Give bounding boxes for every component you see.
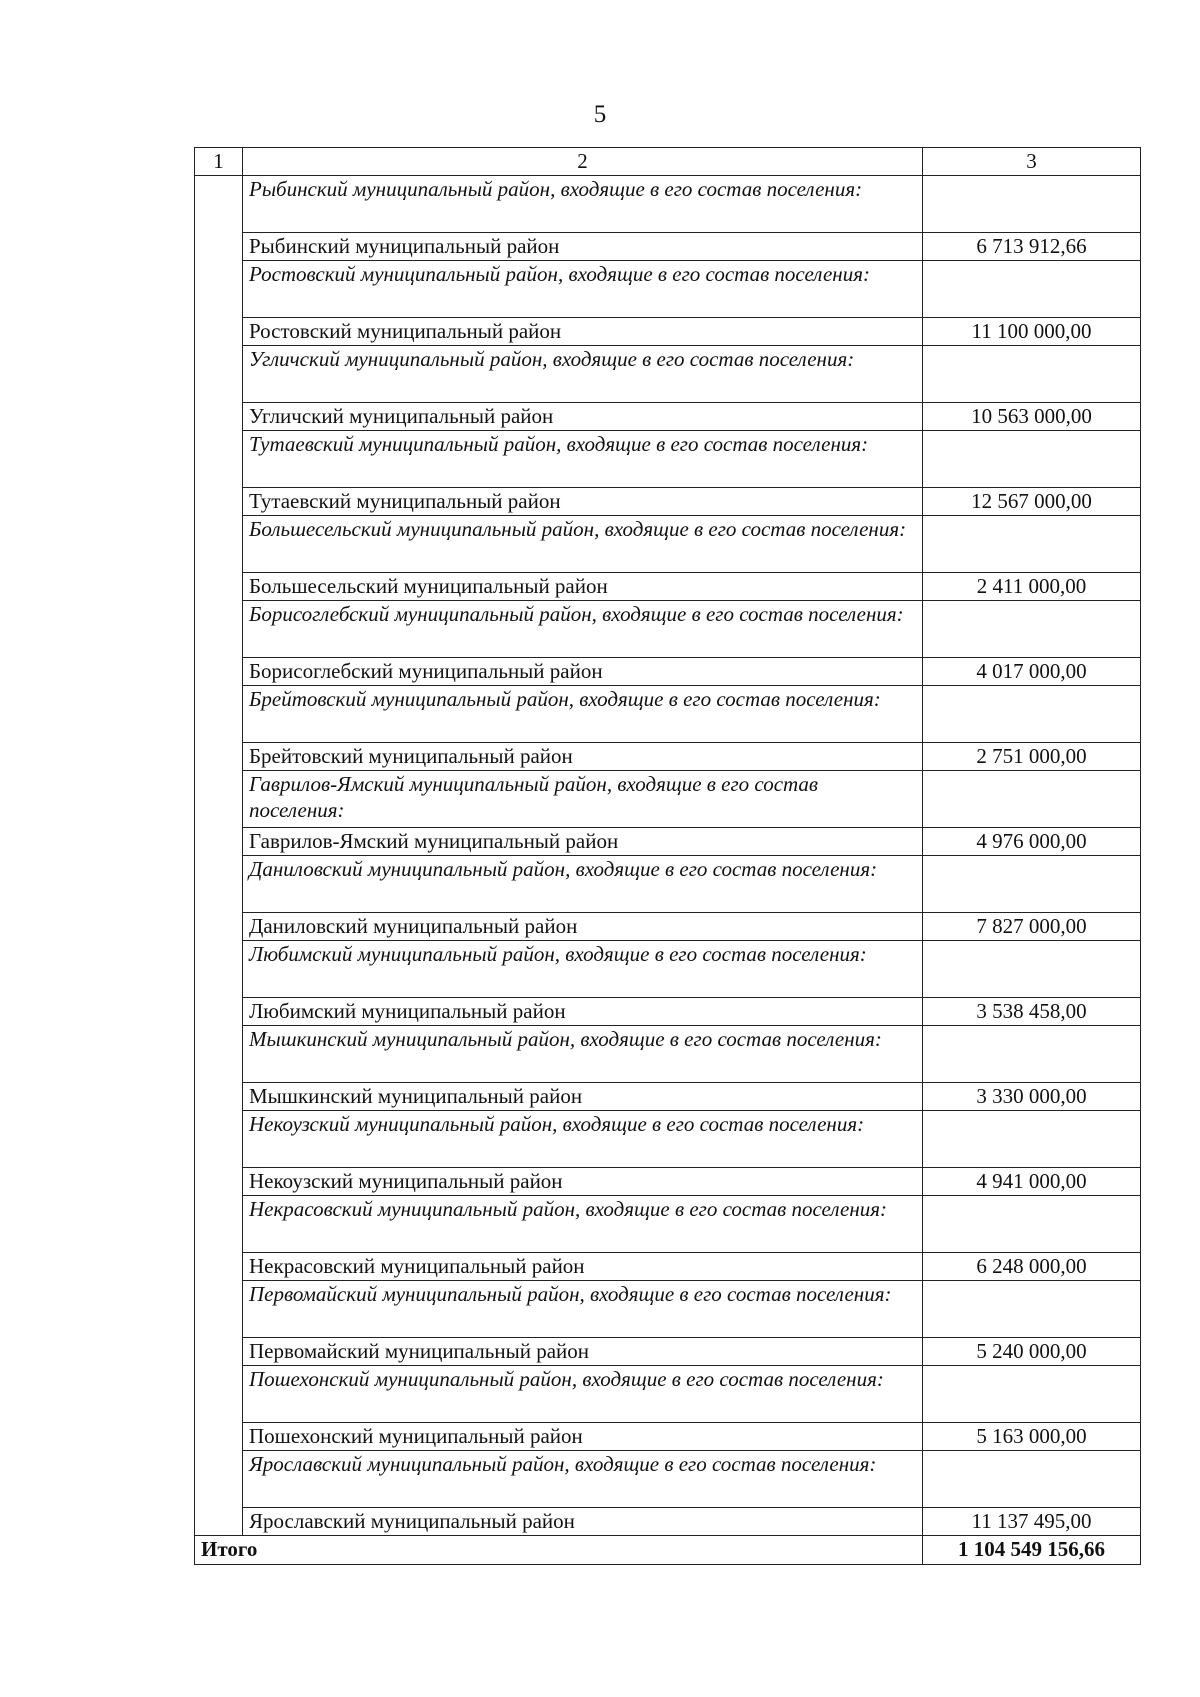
district-amount: 5 163 000,00 bbox=[923, 1423, 1141, 1451]
allocation-table bbox=[194, 147, 1141, 1565]
group-label: Пошехонский муниципальный район, входящие в его состав поселения: bbox=[243, 1366, 923, 1423]
table-row bbox=[195, 828, 1141, 856]
total-amount: 1 104 549 156,66 bbox=[923, 1536, 1141, 1565]
district-name: Даниловский муниципальный район bbox=[243, 913, 923, 941]
group-amount-cell bbox=[923, 941, 1141, 998]
district-amount: 4 976 000,00 bbox=[923, 828, 1141, 856]
group-label: Большесельский муниципальный район, входящие в его состав поселения: bbox=[243, 516, 923, 573]
group-amount-cell bbox=[923, 1281, 1141, 1338]
table-group-row bbox=[195, 856, 1141, 913]
table-row bbox=[195, 488, 1141, 516]
table-group-row bbox=[195, 1281, 1141, 1338]
district-amount: 10 563 000,00 bbox=[923, 403, 1141, 431]
index-cell bbox=[195, 176, 243, 1536]
district-amount: 3 330 000,00 bbox=[923, 1083, 1141, 1111]
column-header-2: 2 bbox=[243, 148, 923, 176]
group-label: Ярославский муниципальный район, входящие в его состав поселения: bbox=[243, 1451, 923, 1508]
district-amount: 12 567 000,00 bbox=[923, 488, 1141, 516]
table-group-row bbox=[195, 261, 1141, 318]
group-amount-cell bbox=[923, 1366, 1141, 1423]
group-label: Угличский муниципальный район, входящие в его состав поселения: bbox=[243, 346, 923, 403]
district-amount: 2 411 000,00 bbox=[923, 573, 1141, 601]
district-amount: 11 137 495,00 bbox=[923, 1508, 1141, 1536]
district-amount: 4 941 000,00 bbox=[923, 1168, 1141, 1196]
group-amount-cell bbox=[923, 1026, 1141, 1083]
district-name: Пошехонский муниципальный район bbox=[243, 1423, 923, 1451]
district-name: Борисоглебский муниципальный район bbox=[243, 658, 923, 686]
table-row bbox=[195, 658, 1141, 686]
group-amount-cell bbox=[923, 1111, 1141, 1168]
district-name: Некрасовский муниципальный район bbox=[243, 1253, 923, 1281]
table-group-row bbox=[195, 1196, 1141, 1253]
table-row bbox=[195, 1083, 1141, 1111]
group-label: Брейтовский муниципальный район, входящие в его состав поселения: bbox=[243, 686, 923, 743]
district-name: Гаврилов-Ямский муниципальный район bbox=[243, 828, 923, 856]
table-row bbox=[195, 743, 1141, 771]
total-row bbox=[195, 1536, 1141, 1565]
group-label: Даниловский муниципальный район, входящие в его состав поселения: bbox=[243, 856, 923, 913]
district-amount: 6 248 000,00 bbox=[923, 1253, 1141, 1281]
district-name: Брейтовский муниципальный район bbox=[243, 743, 923, 771]
group-label: Некоузский муниципальный район, входящие в его состав поселения: bbox=[243, 1111, 923, 1168]
table-row bbox=[195, 1423, 1141, 1451]
table-header-row bbox=[195, 148, 1141, 176]
district-name: Первомайский муниципальный район bbox=[243, 1338, 923, 1366]
group-label: Первомайский муниципальный район, входящие в его состав поселения: bbox=[243, 1281, 923, 1338]
group-amount-cell bbox=[923, 1451, 1141, 1508]
table-row bbox=[195, 403, 1141, 431]
total-label: Итого bbox=[195, 1536, 923, 1565]
district-name: Любимский муниципальный район bbox=[243, 998, 923, 1026]
district-amount: 4 017 000,00 bbox=[923, 658, 1141, 686]
group-amount-cell bbox=[923, 176, 1141, 233]
group-amount-cell bbox=[923, 261, 1141, 318]
group-label: Гаврилов-Ямский муниципальный район, входящие в его состав поселения: bbox=[243, 771, 923, 828]
table-row bbox=[195, 573, 1141, 601]
table-group-row bbox=[195, 686, 1141, 743]
group-amount-cell bbox=[923, 1196, 1141, 1253]
table-group-row bbox=[195, 176, 1141, 233]
column-header-3: 3 bbox=[923, 148, 1141, 176]
district-name: Большесельский муниципальный район bbox=[243, 573, 923, 601]
table-group-row bbox=[195, 431, 1141, 488]
table-group-row bbox=[195, 1451, 1141, 1508]
district-name: Мышкинский муниципальный район bbox=[243, 1083, 923, 1111]
table-row bbox=[195, 998, 1141, 1026]
table-group-row bbox=[195, 516, 1141, 573]
page-number: 5 bbox=[593, 101, 607, 128]
group-amount-cell bbox=[923, 601, 1141, 658]
table-row bbox=[195, 1253, 1141, 1281]
table-row bbox=[195, 1168, 1141, 1196]
table-row bbox=[195, 1508, 1141, 1536]
group-amount-cell bbox=[923, 856, 1141, 913]
district-amount: 2 751 000,00 bbox=[923, 743, 1141, 771]
group-amount-cell bbox=[923, 686, 1141, 743]
group-label: Тутаевский муниципальный район, входящие в его состав поселения: bbox=[243, 431, 923, 488]
group-amount-cell bbox=[923, 516, 1141, 573]
table-row bbox=[195, 233, 1141, 261]
district-name: Некоузский муниципальный район bbox=[243, 1168, 923, 1196]
district-amount: 5 240 000,00 bbox=[923, 1338, 1141, 1366]
table-row bbox=[195, 318, 1141, 346]
group-label: Рыбинский муниципальный район, входящие в его состав поселения: bbox=[243, 176, 923, 233]
table-row bbox=[195, 1338, 1141, 1366]
table-group-row bbox=[195, 941, 1141, 998]
table-group-row bbox=[195, 1111, 1141, 1168]
district-name: Ярославский муниципальный район bbox=[243, 1508, 923, 1536]
table-row bbox=[195, 913, 1141, 941]
group-label: Борисоглебский муниципальный район, входящие в его состав поселения: bbox=[243, 601, 923, 658]
district-name: Ростовский муниципальный район bbox=[243, 318, 923, 346]
table-group-row bbox=[195, 771, 1141, 828]
column-header-1: 1 bbox=[195, 148, 243, 176]
group-label: Ростовский муниципальный район, входящие в его состав поселения: bbox=[243, 261, 923, 318]
table-group-row bbox=[195, 601, 1141, 658]
district-name: Тутаевский муниципальный район bbox=[243, 488, 923, 516]
table-group-row bbox=[195, 1366, 1141, 1423]
group-label: Мышкинский муниципальный район, входящие в его состав поселения: bbox=[243, 1026, 923, 1083]
district-name: Угличский муниципальный район bbox=[243, 403, 923, 431]
group-amount-cell bbox=[923, 431, 1141, 488]
group-label: Любимский муниципальный район, входящие в его состав поселения: bbox=[243, 941, 923, 998]
district-amount: 6 713 912,66 bbox=[923, 233, 1141, 261]
district-name: Рыбинский муниципальный район bbox=[243, 233, 923, 261]
table-group-row bbox=[195, 1026, 1141, 1083]
group-label: Некрасовский муниципальный район, входящие в его состав поселения: bbox=[243, 1196, 923, 1253]
group-amount-cell bbox=[923, 771, 1141, 828]
group-amount-cell bbox=[923, 346, 1141, 403]
district-amount: 7 827 000,00 bbox=[923, 913, 1141, 941]
district-amount: 11 100 000,00 bbox=[923, 318, 1141, 346]
district-amount: 3 538 458,00 bbox=[923, 998, 1141, 1026]
table-group-row bbox=[195, 346, 1141, 403]
